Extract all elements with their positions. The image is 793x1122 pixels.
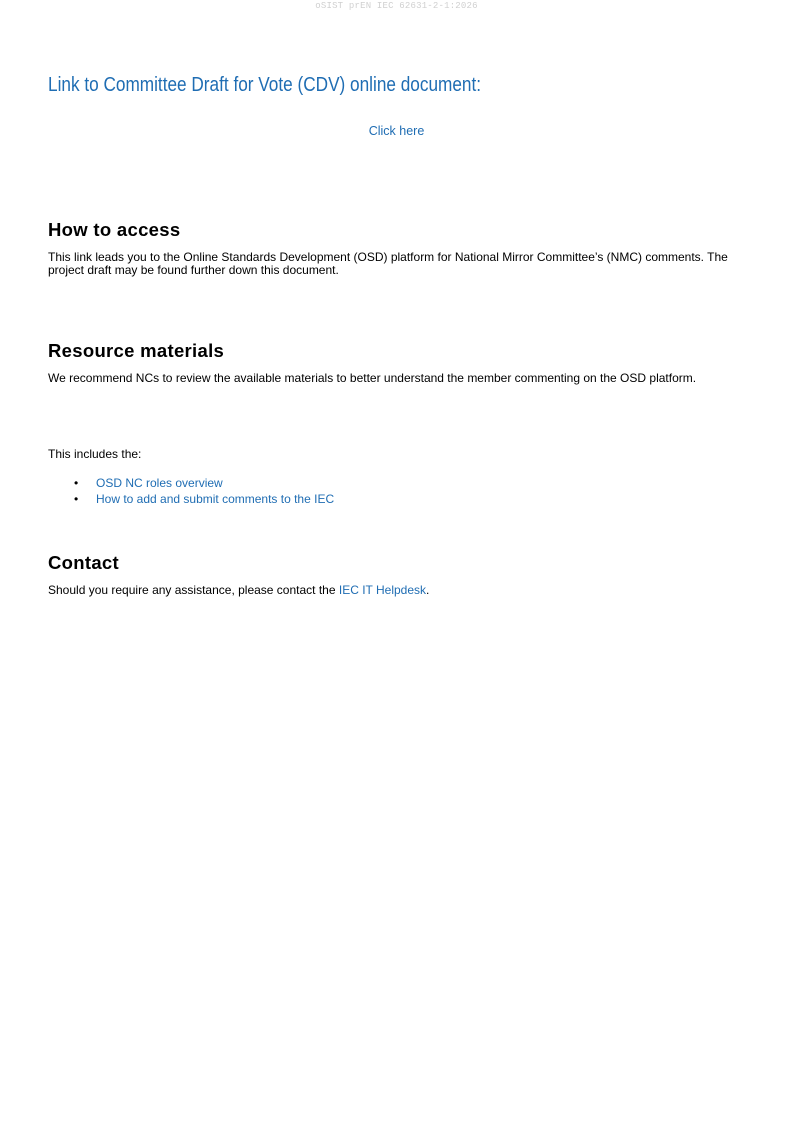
contact-text [48, 584, 728, 597]
includes-label: This includes the: [48, 447, 142, 461]
how-to-access-heading: How to access [48, 219, 181, 240]
click-here-link[interactable]: Click here [368, 124, 425, 138]
contact-text-prefix: Should you require any assistance, please contact the [48, 583, 339, 597]
osd-nc-roles-link[interactable]: OSD NC roles overview [96, 475, 223, 490]
iec-it-helpdesk-link[interactable]: IEC IT Helpdesk [338, 583, 427, 597]
contact-section [48, 552, 728, 597]
how-to-access-section [48, 219, 728, 276]
resource-materials-heading: Resource materials [48, 340, 225, 361]
contact-text-suffix: . [426, 583, 430, 597]
bullet-icon: • [74, 475, 79, 490]
list-item [48, 491, 728, 507]
document-watermark: oSIST prEN IEC 62631-2-1:2026 [315, 1, 478, 11]
contact-heading: Contact [48, 552, 119, 573]
list-item [48, 475, 728, 491]
cdv-link-title: Link to Committee Draft for Vote (CDV) online document: [48, 74, 482, 96]
resource-list [48, 475, 728, 507]
resource-materials-text: We recommend NCs to review the available materials to better understand the member commenting on the OSD platform. [48, 371, 697, 385]
how-to-access-text: This link leads you to the Online Standards Development (OSD) platform for National Mirror Committee’s (NMC) comments. The project draft may be found further down this document. [48, 250, 728, 277]
add-submit-comments-link[interactable]: How to add and submit comments to the IEC [96, 491, 335, 506]
resource-list-section [48, 448, 728, 507]
resource-materials-section [48, 340, 728, 385]
bullet-icon: • [74, 491, 79, 506]
